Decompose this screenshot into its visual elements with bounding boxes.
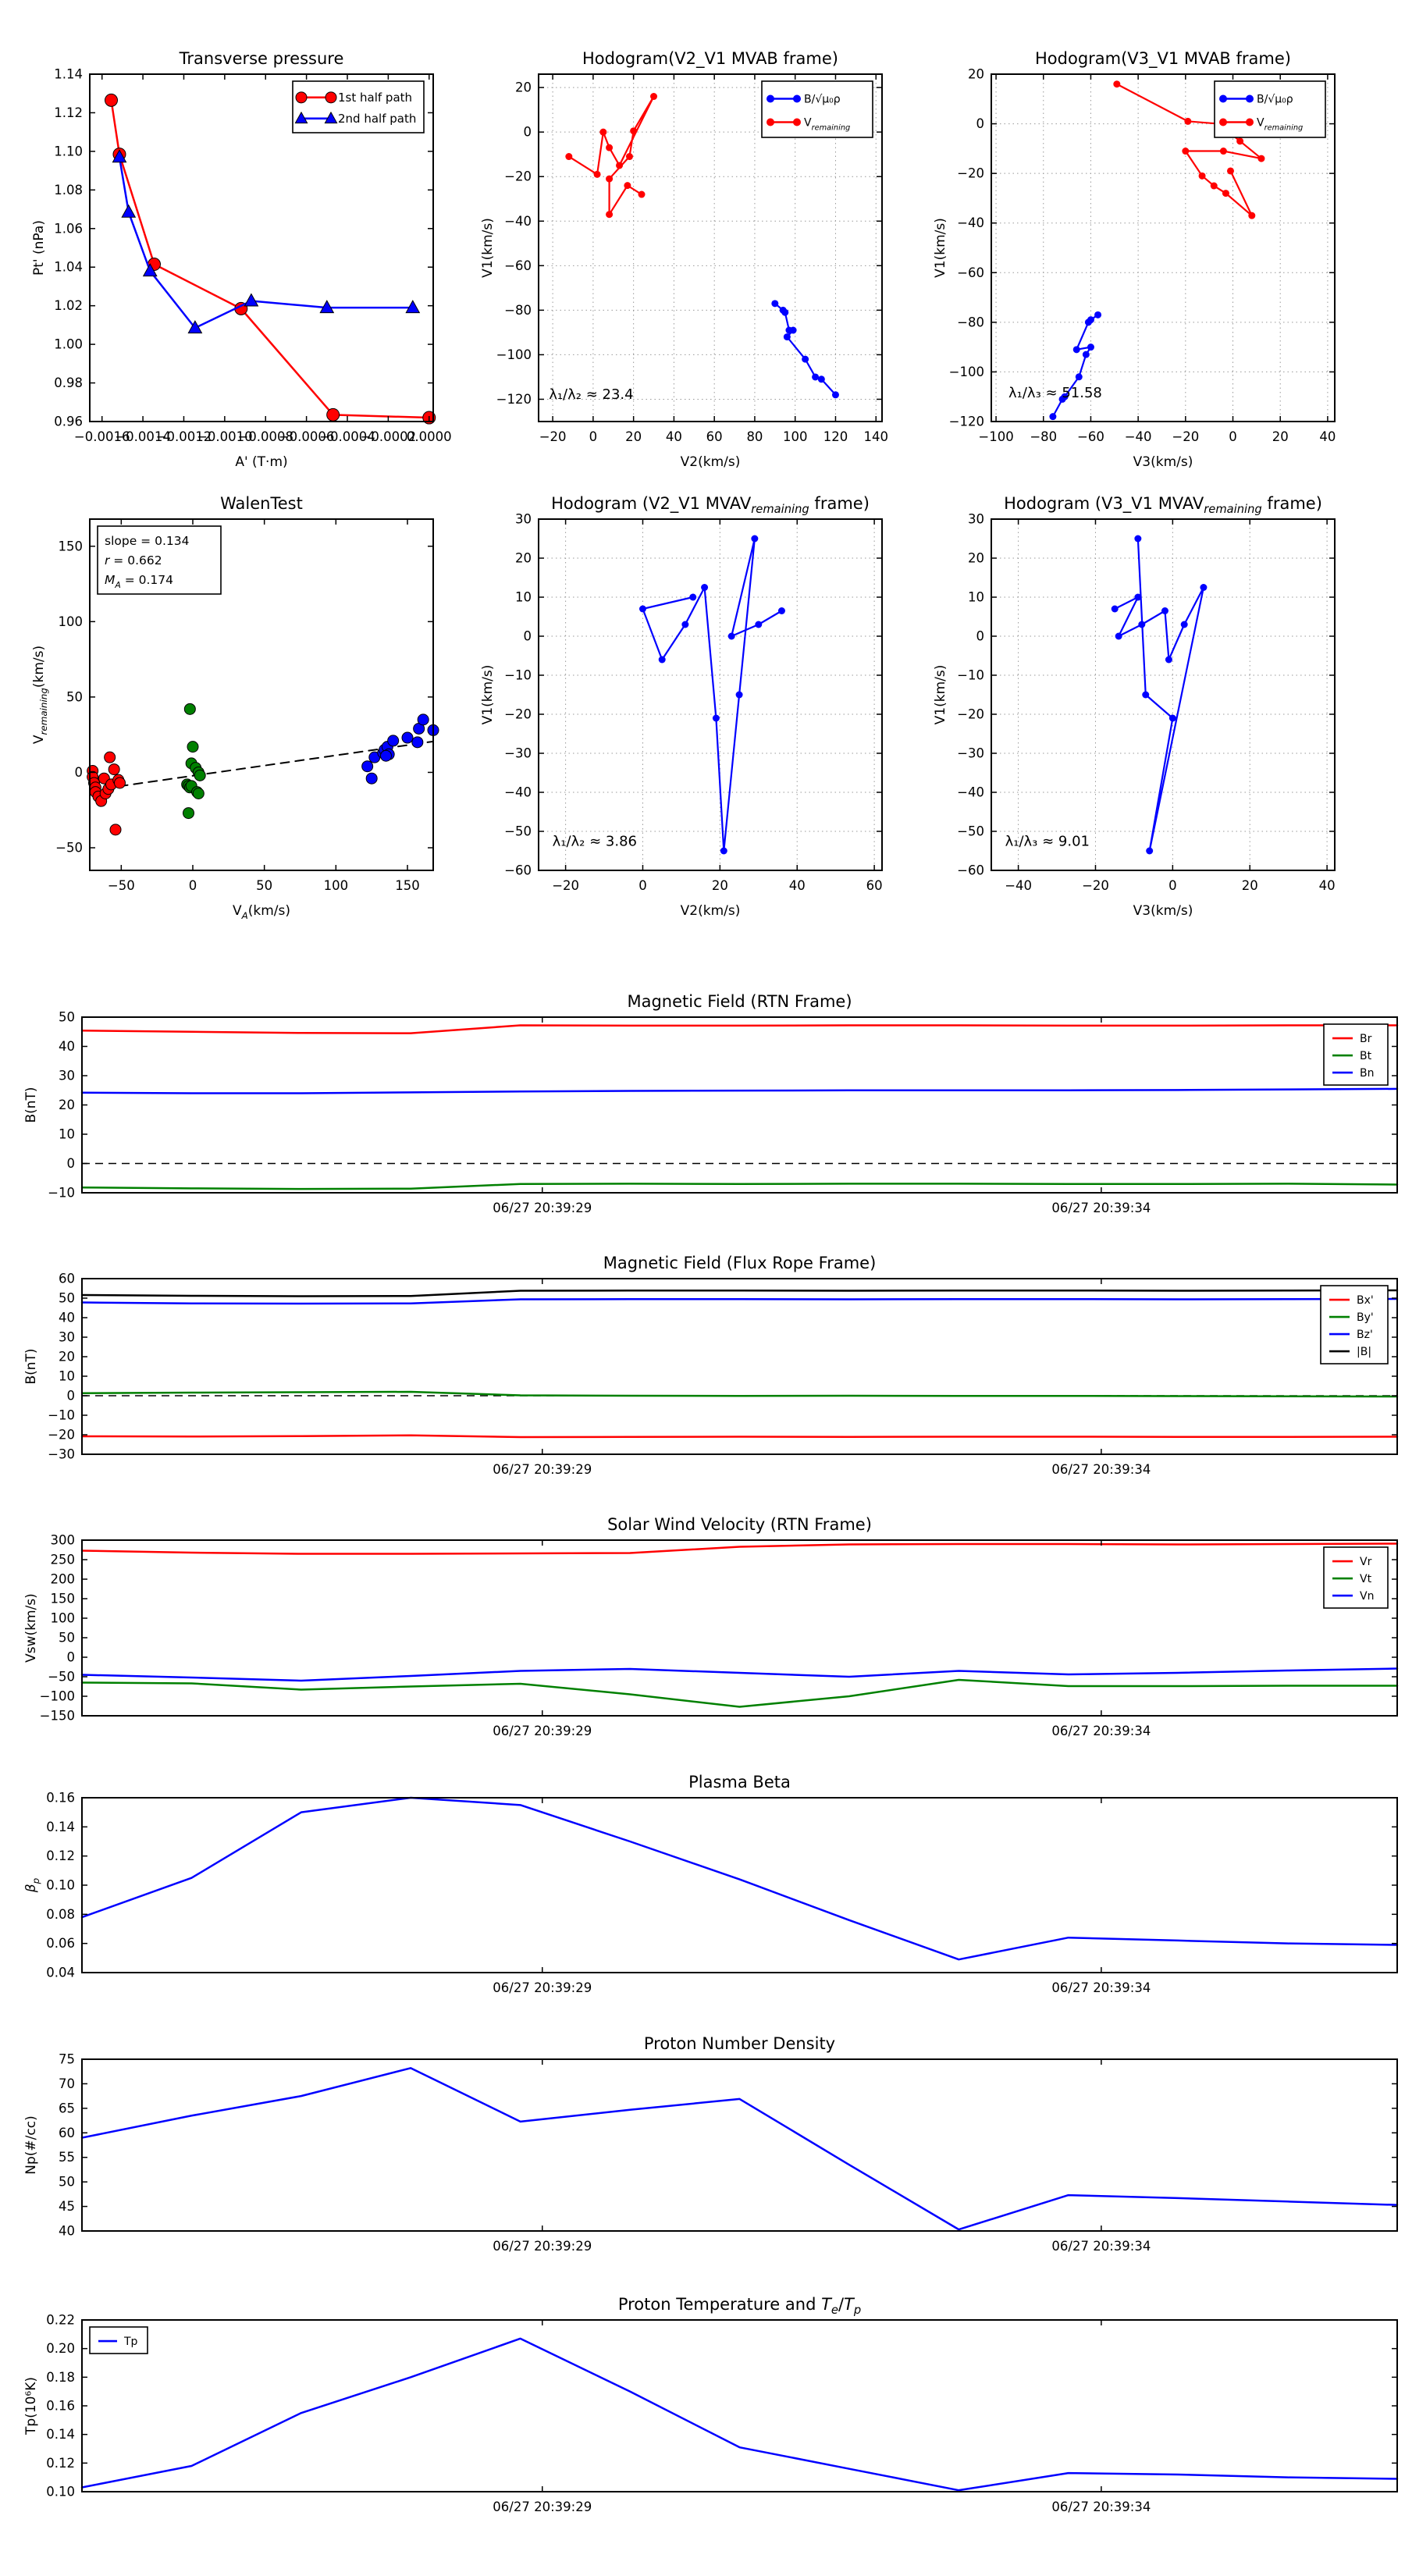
transverse-pressure-ytick: 1.02 [54,298,83,314]
proton-number-density-ylabel: Np(#/cc) [23,2115,39,2175]
hodogram-v2v1-mvab-ylabel: V1(km/s) [480,218,496,278]
hodogram-v2v1-mvav-annotation-0: λ₁/λ₂ ≈ 3.86 [552,833,638,850]
proton-number-density-ytick: 70 [59,2076,75,2091]
transverse-pressure-ytick: 1.06 [54,221,83,237]
magnetic-field-fluxrope-ytick: 60 [59,1271,75,1286]
hodogram-v2v1-mvab-ytick: 0 [523,124,532,140]
hodogram-v3v1-mvav-ytick: −20 [957,706,984,722]
hodogram-v3v1-mvav-ytick: −40 [957,785,984,800]
proton-number-density-ytick: 50 [59,2174,75,2190]
magnetic-field-rtn-plot [23,992,1397,1215]
walen-test-title: WalenTest [220,494,303,513]
walen-test-xtick: 150 [395,878,420,893]
transverse-pressure-ytick: 1.12 [54,105,83,120]
magnetic-field-fluxrope-ylabel: B(nT) [23,1348,39,1385]
magnetic-field-rtn-legend-entry-0: Br [1360,1033,1372,1046]
magnetic-field-rtn-ytick: 20 [59,1098,75,1112]
hodogram-v3v1-mvab-xtick: −80 [1030,429,1058,444]
hodogram-v2v1-mvav-xtick: 20 [711,878,728,893]
hodogram-v3v1-mvav-xlabel: V3(km/s) [1133,903,1193,919]
solar-wind-velocity-ytick: 0 [66,1649,75,1665]
plasma-beta-title: Plasma Beta [688,1773,791,1791]
proton-number-density-ytick: 60 [59,2125,75,2140]
transverse-pressure-xtick: −0.0002 [360,429,417,444]
proton-number-density-ytick: 40 [59,2223,75,2239]
walen-test-legend [98,526,221,594]
solar-wind-velocity-title: Solar Wind Velocity (RTN Frame) [607,1515,872,1534]
magnetic-field-rtn-xtick: 06/27 20:39:29 [493,1201,592,1215]
transverse-pressure-legend [293,81,424,133]
proton-number-density-ytick: 55 [59,2150,75,2165]
hodogram-v3v1-mvav-ytick: 0 [976,628,984,644]
magnetic-field-fluxrope-ytick: 50 [59,1290,75,1306]
hodogram-v2v1-mvab-ytick: −80 [504,302,532,318]
proton-number-density-xtick: 06/27 20:39:29 [493,2239,592,2254]
hodogram-v3v1-mvab-ytick: −100 [948,364,984,379]
plasma-beta-ytick: 0.16 [46,1790,75,1806]
transverse-pressure-title: Transverse pressure [179,49,344,68]
hodogram-v3v1-mvav-xtick: 20 [1241,878,1258,893]
transverse-pressure-ylabel: Pt' (nPa) [31,220,47,276]
magnetic-field-fluxrope-ytick: 10 [59,1368,75,1384]
solar-wind-velocity-ytick: 200 [50,1571,75,1587]
transverse-pressure-xtick: −0.0004 [319,429,375,444]
solar-wind-velocity-legend-entry-1: Vt [1360,1573,1372,1586]
hodogram-v2v1-mvav-xtick: 0 [638,878,647,893]
hodogram-v3v1-mvav-xtick: −40 [1005,878,1033,893]
hodogram-v2v1-mvab-legend-entry-1: $V_{remaining}$ [804,116,851,133]
hodogram-v3v1-mvab-legend [1215,81,1325,137]
hodogram-v2v1-mvab-xtick: 80 [746,429,763,444]
hodogram-v2v1-mvab-ytick: −20 [504,169,532,184]
solar-wind-velocity-legend-entry-0: Vr [1360,1556,1372,1569]
hodogram-v3v1-mvab-xtick: 40 [1319,429,1336,444]
solar-wind-velocity-plot [23,1515,1397,1738]
walen-test-xtick: 0 [188,878,197,893]
solar-wind-velocity-ytick: −50 [48,1669,75,1685]
plasma-beta-ytick: 0.04 [46,1965,75,1980]
solar-wind-velocity-ytick: 50 [59,1630,75,1646]
walen-test-ytick: 0 [74,764,83,780]
walen-test-legend-entry-2: $M_A = 0.174$ [105,572,174,590]
hodogram-v3v1-mvav-ylabel: V1(km/s) [933,664,948,725]
hodogram-v2v1-mvab-ytick: 20 [515,80,532,95]
proton-number-density-title: Proton Number Density [643,2034,836,2053]
proton-temperature-ytick: 0.10 [46,2484,75,2500]
magnetic-field-rtn-ytick: 0 [66,1156,75,1171]
hodogram-v2v1-mvav-title: Hodogram (V2_V1 $MVAV_{remaining}$ frame) [551,494,870,516]
solar-wind-velocity-xtick: 06/27 20:39:34 [1051,1724,1151,1738]
proton-number-density-ytick: 45 [59,2199,75,2215]
magnetic-field-fluxrope-ytick: −20 [48,1427,75,1443]
hodogram-v3v1-mvav-xtick: 0 [1168,878,1177,893]
hodogram-v3v1-mvav-xtick: −20 [1082,878,1109,893]
proton-temperature-ytick: 0.14 [46,2427,75,2443]
hodogram-v3v1-mvav-xtick: 40 [1318,878,1336,893]
magnetic-field-fluxrope-ytick: −10 [48,1407,75,1423]
transverse-pressure-xtick: 0.0000 [406,429,452,444]
transverse-pressure-ytick: 1.14 [54,66,83,82]
hodogram-v2v1-mvab-xtick: −20 [539,429,567,444]
hodogram-v2v1-mvab-ytick: −100 [496,347,532,362]
hodogram-v3v1-mvab-ylabel: V1(km/s) [933,218,948,278]
solar-wind-velocity-ytick: −150 [39,1708,75,1724]
hodogram-v2v1-mvab-ytick: −120 [496,391,532,407]
hodogram-v2v1-mvab-plot [480,49,888,470]
proton-temperature-legend [90,2327,148,2354]
hodogram-v2v1-mvav-xtick: 40 [788,878,806,893]
hodogram-v2v1-mvav-ytick: 30 [515,511,532,527]
hodogram-v2v1-mvav-ytick: −60 [504,863,532,878]
hodogram-v3v1-mvav-ytick: −60 [957,863,984,878]
transverse-pressure-ytick: 1.00 [54,336,83,352]
transverse-pressure-ytick: 0.96 [54,414,83,429]
walen-test-ytick: 100 [58,614,83,629]
solar-wind-velocity-ytick: 100 [50,1610,75,1626]
magnetic-field-fluxrope-xtick: 06/27 20:39:29 [493,1462,592,1477]
magnetic-field-fluxrope-ytick: 30 [59,1329,75,1345]
hodogram-v2v1-mvab-legend-entry-0: B/√μ₀ρ [804,93,841,106]
walen-test-ytick: 50 [66,689,83,705]
transverse-pressure-legend-entry-1: 2nd half path [338,111,417,126]
walen-test-legend-entry-0: slope = 0.134 [105,533,190,548]
hodogram-v2v1-mvab-xtick: 40 [665,429,682,444]
hodogram-v3v1-mvab-ytick: −120 [948,414,984,429]
solar-wind-velocity-ytick: 300 [50,1532,75,1548]
hodogram-v3v1-mvav-annotation-0: λ₁/λ₃ ≈ 9.01 [1005,833,1090,850]
hodogram-v2v1-mvab-xtick: 120 [823,429,848,444]
hodogram-v3v1-mvab-ytick: 20 [968,66,984,82]
hodogram-v3v1-mvab-ytick: −20 [957,165,984,181]
hodogram-v3v1-mvab-xtick: −20 [1172,429,1200,444]
magnetic-field-fluxrope-ytick: −30 [48,1446,75,1462]
magnetic-field-fluxrope-plot [23,1254,1397,1477]
transverse-pressure-xtick: −0.0010 [197,429,253,444]
magnetic-field-fluxrope-legend-entry-3: |B| [1357,1346,1372,1359]
magnetic-field-fluxrope-xtick: 06/27 20:39:34 [1051,1462,1151,1477]
plasma-beta-xtick: 06/27 20:39:34 [1051,1980,1151,1995]
transverse-pressure-legend-entry-0: 1st half path [338,90,413,105]
proton-temperature-ytick: 0.16 [46,2398,75,2414]
walen-test-plot [31,494,439,921]
magnetic-field-fluxrope-ytick: 20 [59,1349,75,1364]
transverse-pressure-ytick: 1.08 [54,182,83,197]
solar-wind-velocity-ytick: 250 [50,1552,75,1567]
plasma-beta-plot [23,1773,1397,1995]
hodogram-v3v1-mvab-legend-entry-0: B/√μ₀ρ [1257,93,1293,106]
hodogram-v2v1-mvab-xtick: 20 [625,429,642,444]
walen-test-ylabel: $V_{remaining}(km/s)$ [31,645,49,745]
proton-number-density-ytick: 75 [59,2051,75,2067]
hodogram-v2v1-mvab-legend [762,81,873,137]
magnetic-field-fluxrope-ytick: 40 [59,1310,75,1325]
magnetic-field-rtn-xtick: 06/27 20:39:34 [1051,1201,1151,1215]
hodogram-v2v1-mvav-xlabel: V2(km/s) [680,903,741,919]
walen-test-xlabel: $V_A(km/s)$ [232,903,291,921]
magnetic-field-rtn-ytick: 10 [59,1126,75,1142]
hodogram-v3v1-mvab-ytick: −40 [957,215,984,231]
magnetic-field-rtn-legend-entry-1: Bt [1360,1050,1372,1063]
magnetic-field-fluxrope-title: Magnetic Field (Flux Rope Frame) [603,1254,877,1272]
magnetic-field-fluxrope-legend-entry-1: By' [1357,1311,1374,1325]
proton-temperature-ytick: 0.22 [46,2312,75,2328]
hodogram-v3v1-mvab-title: Hodogram(V3_V1 MVAB frame) [1035,49,1291,68]
hodogram-v2v1-mvav-plot [480,494,883,919]
hodogram-v2v1-mvav-ytick: −20 [504,706,532,722]
hodogram-v2v1-mvab-xtick: 100 [782,429,808,444]
hodogram-v3v1-mvav-ytick: −30 [957,745,984,761]
magnetic-field-rtn-ylabel: B(nT) [23,1087,39,1123]
proton-temperature-title: Proton Temperature and $T_e/T_p$ [617,2295,862,2317]
solar-wind-velocity-xtick: 06/27 20:39:29 [493,1724,592,1738]
hodogram-v2v1-mvav-xtick: 60 [866,878,883,893]
hodogram-v3v1-mvab-xlabel: V3(km/s) [1133,454,1193,470]
plasma-beta-ylabel: $\beta_p$ [23,1877,41,1893]
hodogram-v2v1-mvav-ytick: 10 [515,589,532,605]
hodogram-v2v1-mvab-annotation-0: λ₁/λ₂ ≈ 23.4 [549,386,634,404]
walen-test-legend-entry-1: r = 0.662 [105,553,162,568]
hodogram-v3v1-mvav-ytick: −10 [957,667,984,683]
plasma-beta-ytick: 0.10 [46,1877,75,1893]
plasma-beta-ytick: 0.14 [46,1819,75,1834]
hodogram-v2v1-mvav-ytick: 0 [523,628,532,644]
hodogram-v3v1-mvab-xtick: −60 [1077,429,1104,444]
transverse-pressure-ytick: 1.10 [54,144,83,159]
hodogram-v2v1-mvav-xtick: −20 [552,878,580,893]
proton-number-density-ytick: 65 [59,2101,75,2116]
hodogram-v2v1-mvav-ytick: −50 [504,824,532,839]
magnetic-field-fluxrope-ytick: 0 [66,1388,75,1404]
proton-temperature-legend-entry-0: Tp [124,2336,138,2349]
walen-test-xtick: 50 [256,878,273,893]
magnetic-field-rtn-ytick: 30 [59,1068,75,1083]
hodogram-v2v1-mvab-ytick: −60 [504,258,532,273]
hodogram-v3v1-mvav-ytick: 20 [968,550,984,566]
hodogram-v3v1-mvab-plot [933,49,1336,470]
hodogram-v3v1-mvav-ytick: 30 [968,511,984,527]
hodogram-v2v1-mvab-xtick: 60 [706,429,723,444]
magnetic-field-rtn-ytick: −10 [48,1185,75,1201]
magnetic-field-fluxrope-legend-entry-0: Bx' [1357,1294,1374,1308]
hodogram-v3v1-mvab-xtick: −40 [1124,429,1152,444]
magnetic-field-rtn-ytick: 40 [59,1039,75,1054]
transverse-pressure-ytick: 0.98 [54,375,83,391]
hodogram-v2v1-mvav-ytick: −40 [504,785,532,800]
hodogram-v2v1-mvab-xtick: 140 [863,429,888,444]
hodogram-v3v1-mvab-xtick: 20 [1272,429,1289,444]
plasma-beta-ytick: 0.12 [46,1848,75,1864]
proton-number-density-xtick: 06/27 20:39:34 [1051,2239,1151,2254]
proton-temperature-ytick: 0.18 [46,2369,75,2385]
hodogram-v3v1-mvab-legend-entry-1: $V_{remaining}$ [1257,116,1304,133]
hodogram-v3v1-mvav-title: Hodogram (V3_V1 $MVAV_{remaining}$ frame) [1004,494,1322,516]
proton-temperature-plot [23,2295,1397,2514]
hodogram-v3v1-mvab-xtick: −100 [978,429,1014,444]
hodogram-v3v1-mvab-ytick: −80 [957,315,984,330]
magnetic-field-rtn-ytick: 50 [59,1009,75,1025]
hodogram-v2v1-mvab-xtick: 0 [589,429,598,444]
hodogram-v2v1-mvav-ytick: 20 [515,550,532,566]
solar-wind-velocity-ytick: −100 [39,1688,75,1704]
walen-test-xtick: −50 [107,878,135,893]
transverse-pressure-plot [31,49,452,470]
walen-test-xtick: 100 [323,878,349,893]
magnetic-field-rtn-legend-entry-2: Bn [1360,1067,1375,1080]
proton-temperature-ytick: 0.12 [46,2455,75,2471]
transverse-pressure-ytick: 1.04 [54,259,83,275]
plasma-beta-ytick: 0.06 [46,1936,75,1952]
magnetic-field-rtn-title: Magnetic Field (RTN Frame) [627,992,852,1011]
solar-wind-velocity-ylabel: Vsw(km/s) [23,1593,39,1663]
magnetic-field-rtn-legend [1324,1024,1388,1085]
hodogram-v2v1-mvav-ytick: −30 [504,745,532,761]
hodogram-v2v1-mvab-ytick: −40 [504,213,532,229]
plasma-beta-ytick: 0.08 [46,1906,75,1922]
hodogram-v2v1-mvav-ytick: −10 [504,667,532,683]
transverse-pressure-xlabel: A' (T·m) [235,454,288,470]
proton-temperature-xtick: 06/27 20:39:34 [1051,2500,1151,2514]
hodogram-v3v1-mvab-ytick: 0 [976,116,984,132]
hodogram-v3v1-mvav-plot [933,494,1336,919]
hodogram-v3v1-mvab-xtick: 0 [1229,429,1237,444]
transverse-pressure-xtick: −0.0006 [278,429,335,444]
proton-temperature-ytick: 0.20 [46,2341,75,2357]
hodogram-v2v1-mvav-ylabel: V1(km/s) [480,664,496,725]
plasma-beta-xtick: 06/27 20:39:29 [493,1980,592,1995]
magnetic-field-fluxrope-legend-entry-2: Bz' [1357,1329,1373,1342]
hodogram-v3v1-mvab-ytick: −60 [957,265,984,280]
solar-wind-velocity-ytick: 150 [50,1591,75,1606]
walen-test-ytick: 150 [58,539,83,554]
transverse-pressure-xtick: −0.0016 [73,429,130,444]
transverse-pressure-xtick: −0.0014 [115,429,171,444]
magnetic-field-fluxrope-legend [1321,1286,1388,1364]
hodogram-v3v1-mvab-annotation-0: λ₁/λ₃ ≈ 51.58 [1008,384,1102,401]
transverse-pressure-xtick: −0.0008 [237,429,294,444]
solar-wind-velocity-legend [1324,1547,1388,1608]
proton-temperature-ylabel: Tp(10⁶K) [23,2376,39,2435]
proton-temperature-xtick: 06/27 20:39:29 [493,2500,592,2514]
hodogram-v3v1-mvav-ytick: −50 [957,824,984,839]
transverse-pressure-xtick: −0.0012 [155,429,212,444]
hodogram-v2v1-mvab-title: Hodogram(V2_V1 MVAB frame) [582,49,838,68]
hodogram-v3v1-mvav-ytick: 10 [968,589,984,605]
solar-wind-velocity-legend-entry-2: Vn [1360,1590,1375,1603]
hodogram-v2v1-mvab-xlabel: V2(km/s) [680,454,741,470]
proton-number-density-plot [23,2034,1397,2254]
walen-test-ytick: −50 [55,840,83,856]
